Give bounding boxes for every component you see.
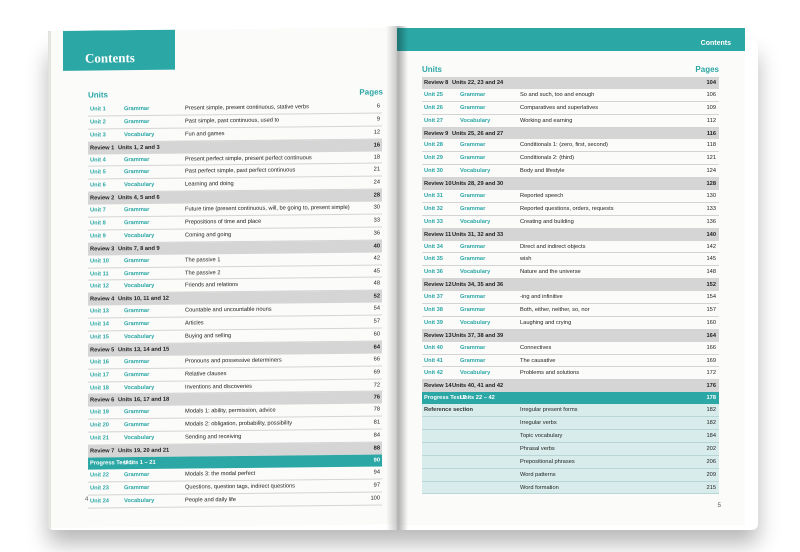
unit-cell: Unit 19 [90, 409, 109, 416]
page-cell: 176 [706, 383, 716, 390]
units-column-header: Units [422, 65, 442, 74]
type-cell: Vocabulary [124, 497, 155, 504]
page-cell: 172 [706, 370, 716, 377]
review-row [422, 128, 719, 140]
unit-cell: Progress Test 1 [90, 460, 133, 467]
topic-cell: Prepositional phrases [520, 458, 575, 465]
page-cell: 118 [706, 142, 716, 149]
unit-cell: Review 3 [90, 246, 115, 253]
unit-cell: Unit 41 [424, 357, 443, 364]
topic-cell: Modals 3: the modal perfect [185, 470, 256, 478]
progress-test-row [422, 392, 719, 404]
unit-cell: Unit 26 [424, 104, 443, 111]
page-cell: 133 [706, 205, 716, 212]
table-row [422, 291, 719, 304]
table-row [422, 216, 719, 229]
unit-cell: Unit 14 [90, 321, 109, 328]
topic-cell: Present simple, present continuous, stative verbs [185, 104, 309, 112]
type-cell: Units 37, 38 and 39 [452, 332, 504, 339]
unit-cell: Unit 29 [424, 155, 443, 162]
page-cell: 215 [706, 484, 716, 491]
topic-cell: -ing and infinitive [520, 294, 563, 301]
page-cell: 57 [373, 318, 380, 325]
topic-cell: Sending and receiving [185, 434, 242, 441]
type-cell: Grammar [124, 321, 150, 328]
type-cell: Units 10, 11 and 12 [118, 296, 169, 303]
type-cell: Units 34, 35 and 36 [452, 282, 504, 289]
type-cell: Vocabulary [124, 283, 155, 290]
unit-cell: Review 10 [424, 181, 452, 188]
unit-cell: Review 12 [424, 282, 452, 289]
topic-cell: Present perfect simple, present perfect continuous [185, 154, 312, 163]
page-cell: 18 [373, 154, 380, 161]
page-cell: 142 [706, 243, 716, 250]
table-row [422, 253, 719, 266]
unit-cell: Reference section [424, 407, 473, 414]
topic-cell: Reported questions, orders, requests [520, 205, 614, 212]
type-cell: Units 40, 41 and 42 [452, 383, 504, 390]
table-row [422, 241, 719, 254]
page-cell: 94 [373, 469, 380, 476]
page-cell: 69 [373, 369, 380, 376]
topic-cell: Topic vocabulary [520, 432, 563, 439]
page-cell: 81 [373, 419, 380, 426]
review-row [422, 77, 719, 89]
unit-cell: Unit 20 [90, 422, 109, 429]
reference-row [422, 456, 719, 469]
unit-cell: Review 14 [424, 383, 452, 390]
topic-cell: Learning and doing [185, 181, 234, 188]
unit-cell: Unit 30 [424, 168, 443, 175]
page-cell: 52 [373, 293, 380, 300]
contents-table-left [88, 101, 382, 509]
topic-cell: Nature and the universe [520, 269, 581, 276]
type-cell: Grammar [460, 307, 486, 314]
reference-row [422, 417, 719, 430]
unit-cell: Unit 9 [90, 233, 106, 240]
type-cell: Units 31, 32 and 33 [452, 231, 504, 238]
unit-cell: Review 9 [424, 130, 449, 137]
type-cell: Grammar [124, 270, 150, 277]
table-row [422, 355, 719, 368]
type-cell: Grammar [124, 219, 150, 227]
topic-cell: Irregular present forms [520, 407, 578, 414]
review-row [422, 279, 719, 291]
unit-cell: Unit 1 [90, 106, 106, 113]
type-cell: Units 19, 20 and 21 [118, 447, 170, 455]
table-row [422, 115, 719, 128]
topic-cell: Creating and building [520, 218, 574, 225]
type-cell: Grammar [124, 156, 150, 163]
topic-cell: So and such, too and enough [520, 91, 595, 98]
topic-cell: Laughing and crying [520, 319, 572, 326]
type-cell: Grammar [460, 142, 486, 149]
unit-cell: Unit 35 [424, 256, 443, 263]
reference-row [422, 482, 719, 495]
type-cell: Grammar [460, 193, 486, 200]
page-cell: 45 [373, 268, 380, 275]
unit-cell: Unit 12 [90, 283, 109, 291]
type-cell: Grammar [124, 257, 150, 264]
unit-cell: Unit 33 [424, 218, 443, 225]
type-cell: Grammar [124, 169, 150, 176]
unit-cell: Unit 32 [424, 205, 443, 212]
page-cell: 182 [706, 420, 716, 427]
page-cell: 178 [706, 395, 716, 402]
type-cell: Vocabulary [124, 232, 155, 240]
units-column-header: Units [88, 90, 108, 100]
table-row [422, 102, 719, 115]
page-cell: 157 [706, 307, 716, 314]
unit-cell: Unit 39 [424, 319, 443, 326]
type-cell: Grammar [124, 105, 150, 113]
type-cell: Grammar [124, 422, 150, 429]
type-cell: Grammar [124, 471, 150, 479]
page-cell: 184 [706, 432, 716, 439]
page-cell: 36 [373, 230, 380, 237]
page-cell: 109 [706, 104, 716, 111]
unit-cell: Review 13 [424, 332, 452, 339]
type-cell: Vocabulary [460, 319, 491, 326]
unit-cell: Review 2 [90, 195, 115, 202]
type-cell: Vocabulary [124, 182, 155, 189]
unit-cell: Unit 28 [424, 142, 443, 149]
pages-column-header: Pages [359, 87, 383, 97]
type-cell: Grammar [460, 294, 486, 301]
page-cell: 209 [706, 471, 716, 478]
review-row [422, 229, 719, 241]
type-cell: Vocabulary [124, 384, 155, 391]
page-cell: 66 [373, 356, 380, 363]
type-cell: Units 22 – 42 [460, 395, 495, 402]
page-cell: 12 [373, 129, 380, 136]
topic-cell: Pronouns and possessive determiners [185, 357, 282, 365]
page-cell: 106 [706, 91, 716, 98]
page-cell: 112 [706, 117, 716, 124]
page-cell: 182 [706, 407, 716, 414]
topic-cell: Future time (present continuous, will, be going to, present simple) [185, 204, 350, 213]
right-page [397, 28, 745, 525]
review-row [422, 330, 719, 342]
page-cell: 28 [373, 192, 380, 199]
table-row [422, 139, 719, 152]
page-cell: 152 [706, 282, 716, 289]
unit-cell: Progress Test 2 [424, 395, 467, 402]
type-cell: Grammar [460, 91, 486, 98]
reference-row [422, 443, 719, 456]
topic-cell: Relative clauses [185, 370, 227, 378]
table-row [422, 304, 719, 317]
unit-cell: Unit 18 [90, 384, 109, 392]
unit-cell: Unit 31 [424, 193, 443, 200]
page-cell: 76 [373, 395, 380, 402]
page-cell: 169 [706, 357, 716, 364]
unit-cell: Review 4 [90, 296, 115, 303]
contents-tab [63, 30, 175, 71]
type-cell: Units 13, 14 and 15 [118, 346, 170, 354]
book-spine [386, 26, 408, 530]
page-number-right: 5 [717, 503, 721, 509]
unit-cell: Unit 40 [424, 344, 443, 351]
page-cell: 97 [373, 482, 380, 489]
topic-cell: wish [520, 256, 532, 263]
type-cell: Grammar [124, 308, 150, 315]
unit-cell: Unit 42 [424, 370, 443, 377]
unit-cell: Review 1 [90, 144, 115, 152]
type-cell: Grammar [460, 205, 486, 212]
page-cell: 202 [706, 445, 716, 452]
unit-cell: Unit 16 [90, 359, 109, 366]
page-cell: 90 [373, 457, 380, 464]
right-header-bar [397, 28, 745, 51]
topic-cell: Direct and indirect objects [520, 243, 586, 250]
topic-cell: Questions, question tags, indirect questions [185, 483, 296, 491]
right-header-label: Contents [700, 40, 731, 47]
unit-cell: Unit 38 [424, 307, 443, 314]
contents-table-right [422, 77, 719, 494]
page-cell: 136 [706, 218, 716, 225]
unit-cell: Unit 2 [90, 119, 106, 126]
page-cell: 30 [373, 204, 380, 211]
topic-cell: Problems and solutions [520, 370, 580, 377]
unit-cell: Review 8 [424, 80, 449, 86]
topic-cell: Past simple, past continuous, used to [185, 117, 280, 125]
type-cell: Grammar [460, 256, 486, 263]
table-row [88, 492, 382, 508]
unit-cell: Unit 6 [90, 182, 106, 189]
page-cell: 206 [706, 458, 716, 465]
topic-cell: Both, either, neither, so, nor [520, 307, 590, 314]
type-cell: Vocabulary [124, 435, 155, 442]
page-cell: 104 [706, 80, 716, 86]
table-row [422, 367, 719, 380]
topic-cell: Buying and selling [185, 333, 232, 340]
topic-cell: Prepositions of time and place [185, 218, 262, 226]
review-row [422, 178, 719, 190]
unit-cell: Unit 21 [90, 435, 109, 442]
page-cell: 121 [706, 155, 716, 162]
table-row [422, 266, 719, 279]
unit-cell: Unit 22 [90, 472, 109, 479]
page-cell: 64 [373, 344, 380, 351]
page-cell: 130 [706, 193, 716, 200]
unit-cell: Unit 11 [90, 270, 109, 278]
unit-cell: Unit 36 [424, 269, 443, 276]
topic-cell: Irregular verbs [520, 420, 557, 427]
type-cell: Vocabulary [124, 333, 155, 341]
unit-cell: Unit 15 [90, 334, 109, 341]
page-cell: 21 [373, 166, 380, 174]
type-cell: Grammar [460, 243, 486, 250]
type-cell: Vocabulary [460, 117, 491, 124]
topic-cell: Conditionals 2: (third) [520, 155, 575, 162]
type-cell: Vocabulary [460, 168, 491, 175]
page-cell: 42 [373, 255, 380, 262]
reference-row [422, 430, 719, 443]
type-cell: Units 25, 26 and 27 [452, 130, 504, 137]
topic-cell: Friends and relations [185, 282, 239, 290]
unit-cell: Unit 8 [90, 220, 106, 227]
page-cell: 145 [706, 256, 716, 263]
unit-cell: Unit 13 [90, 308, 109, 315]
topic-cell: Connectives [520, 344, 552, 351]
table-row [422, 190, 719, 203]
topic-cell: Word patterns [520, 471, 556, 478]
page-cell: 54 [373, 305, 380, 312]
topic-cell: The passive 1 [185, 256, 221, 264]
table-row [422, 165, 719, 178]
topic-cell: Comparatives and superlatives [520, 104, 599, 111]
topic-cell: Coming and going [185, 231, 232, 239]
topic-cell: People and daily life [185, 496, 236, 504]
type-cell: Grammar [460, 344, 486, 351]
unit-cell: Unit 4 [90, 156, 106, 164]
type-cell: Vocabulary [460, 370, 491, 377]
page-cell: 128 [706, 181, 716, 188]
contents-title: Contents [85, 50, 135, 66]
topic-cell: Inventions and discoveries [185, 383, 253, 391]
unit-cell: Unit 37 [424, 294, 443, 301]
page-cell: 40 [373, 243, 380, 250]
type-cell: Units 28, 29 and 30 [452, 181, 504, 188]
unit-cell: Unit 25 [424, 91, 443, 98]
table-row [422, 203, 719, 216]
unit-cell: Review 6 [90, 397, 115, 405]
page-cell: 166 [706, 344, 716, 351]
type-cell: Grammar [124, 409, 150, 416]
page-cell: 9 [376, 116, 380, 123]
reference-row [422, 404, 719, 417]
type-cell: Grammar [124, 484, 150, 491]
topic-cell: Reported speech [520, 193, 564, 200]
topic-cell: Conditionals 1: (zero, first, second) [520, 142, 608, 149]
table-row [422, 89, 719, 102]
type-cell: Grammar [460, 104, 486, 111]
page-cell: 164 [706, 332, 716, 339]
topic-cell: Modals 1: ability, permission, advice [185, 407, 276, 415]
page-cell: 116 [706, 130, 716, 137]
review-row [422, 380, 719, 392]
page-cell: 6 [376, 103, 380, 110]
page-cell: 24 [373, 179, 380, 186]
type-cell: Units 1, 2 and 3 [118, 144, 160, 151]
table-row [422, 152, 719, 165]
page-cell: 16 [373, 142, 380, 149]
unit-cell: Unit 34 [424, 243, 443, 250]
type-cell: Vocabulary [124, 131, 155, 138]
topic-cell: Countable and uncountable nouns [185, 306, 272, 314]
type-cell: Grammar [124, 371, 150, 378]
topic-cell: Modals 2: obligation, probability, possibility [185, 420, 293, 428]
type-cell: Grammar [124, 207, 150, 214]
type-cell: Units 16, 17 and 18 [118, 397, 170, 404]
topic-cell: Past perfect simple, past perfect continuous [185, 167, 296, 176]
page-cell: 160 [706, 319, 716, 326]
page-cell: 72 [373, 382, 380, 389]
page-cell: 60 [373, 331, 380, 338]
topic-cell: The passive 2 [185, 269, 221, 277]
unit-cell: Review 11 [424, 231, 452, 238]
left-page [48, 27, 397, 528]
page-cell: 154 [706, 294, 716, 301]
type-cell: Grammar [460, 155, 486, 162]
page-cell: 48 [373, 280, 380, 288]
topic-cell: Phrasal verbs [520, 445, 555, 452]
unit-cell: Unit 5 [90, 169, 106, 177]
topic-cell: Fun and games [185, 130, 225, 138]
page-cell: 148 [706, 269, 716, 276]
reference-row [422, 469, 719, 482]
type-cell: Vocabulary [460, 218, 491, 225]
page-cell: 78 [373, 406, 380, 413]
page-cell: 84 [373, 432, 380, 439]
unit-cell: Unit 24 [90, 497, 109, 505]
page-cell: 100 [370, 495, 380, 502]
type-cell: Grammar [124, 358, 150, 366]
table-row [422, 317, 719, 330]
type-cell: Units 7, 8 and 9 [118, 245, 160, 253]
unit-cell: Unit 3 [90, 132, 106, 139]
type-cell: Units 4, 5 and 6 [118, 195, 160, 202]
page-cell: 88 [373, 445, 380, 452]
pages-column-header: Pages [695, 65, 719, 74]
unit-cell: Unit 23 [90, 485, 109, 492]
type-cell: Units 22, 23 and 24 [452, 80, 504, 86]
topic-cell: Articles [185, 320, 204, 327]
topic-cell: The causative [520, 357, 556, 364]
type-cell: Grammar [124, 118, 150, 126]
unit-cell: Unit 17 [90, 372, 109, 379]
page-cell: 140 [706, 231, 716, 238]
page-cell: 33 [373, 217, 380, 224]
table-row [422, 342, 719, 355]
type-cell: Grammar [460, 357, 486, 364]
unit-cell: Review 7 [90, 448, 115, 455]
page-cell: 124 [706, 168, 716, 175]
unit-cell: Unit 27 [424, 117, 443, 124]
unit-cell: Review 5 [90, 347, 115, 354]
topic-cell: Word formation [520, 484, 559, 491]
unit-cell: Unit 7 [90, 207, 106, 214]
page-number-left: 4 [85, 496, 89, 503]
topic-cell: Working and earning [520, 117, 573, 124]
unit-cell: Unit 10 [90, 258, 109, 265]
type-cell: Vocabulary [460, 269, 491, 276]
type-cell: Units 1 – 21 [124, 459, 156, 467]
topic-cell: Body and lifestyle [520, 168, 565, 175]
